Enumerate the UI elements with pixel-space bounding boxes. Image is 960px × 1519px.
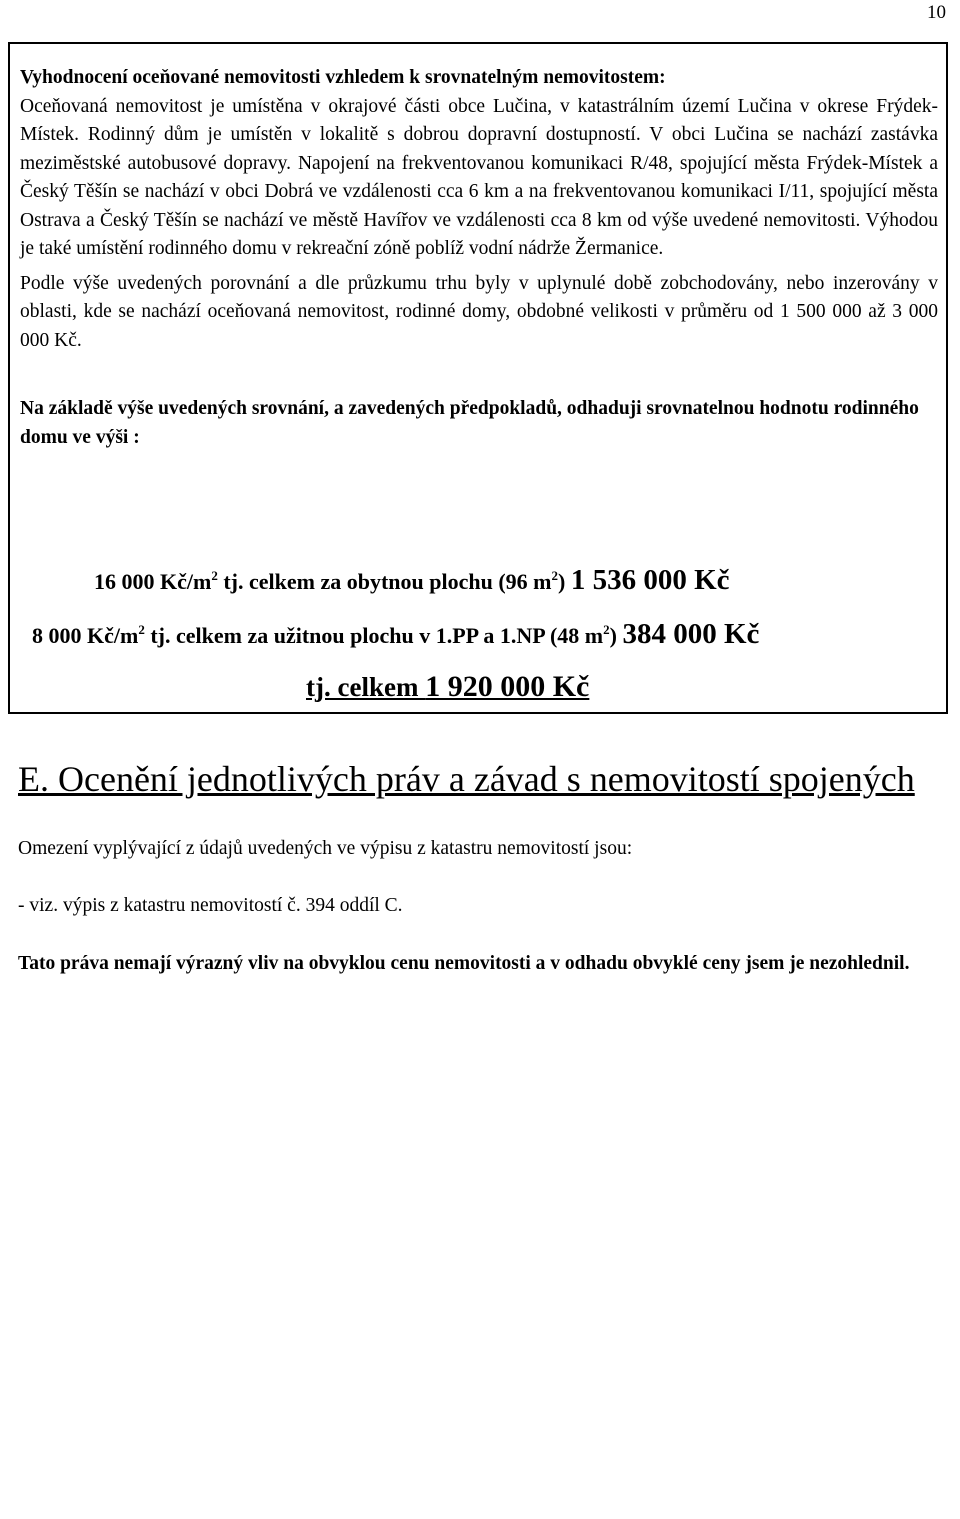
evaluation-conclusion: Na základě výše uvedených srovnání, a zavedených předpokladů, odhaduji srovnatelnou hodnotu rodinného domu ve výši :: [20, 398, 919, 448]
price-total-label: tj. celkem: [306, 672, 426, 702]
section-e-heading: E. Ocenění jednotlivých práv a závad s nemovitostí spojených: [18, 759, 915, 799]
page-number: 10: [927, 2, 946, 23]
price-living-value: 1 536 000 Kč: [570, 564, 730, 596]
restrictions-conclusion: Tato práva nemají výrazný vliv na obvyklou cenu nemovitosti a v odhadu obvyklé ceny jsem je nezohlednil.: [18, 953, 910, 974]
price-utility-unit: 8 000 Kč/m: [32, 623, 139, 648]
price-utility-area: 8 000 $Kč/m^2$ tj. celkem za užitnou plochu v 1.PP a 1.NP (48 $m^2$) 384 000 Kč: [32, 618, 760, 650]
price-utility-value: 384 000 Kč: [622, 618, 760, 650]
restrictions-intro: Omezení vyplývající z údajů uvedených ve výpisu z katastru nemovitostí jsou:: [18, 838, 633, 859]
price-living-text: tj. celkem za obytnou plochu (96 m: [217, 569, 552, 594]
evaluation-paragraph-location: Oceňovaná nemovitost je umístěna v okrajové části obce Lučina, v katastrálním území Lučina v okrese Frýdek-Místek. Rodinný dům je umístěn v lokalitě s dobrou dopravní dostupností. V obci Lučina se nachází zastávka meziměstské autobusové dopravy. Napojení na frekventovanou komunikaci R/48, spojující města Frýdek-Místek a Český Těšín se nachází v obci Dobrá ve vzdálenosti cca 6 km a na frekventovanou komunikaci I/11, spojující města Ostrava a Český Těšín se nachází ve městě Havířov ve vzdálenosti cca 8 km od výše uvedené nemovitosti. Výhodou je také umístění rodinného domu v rekreační zóně poblíž vodní nádrže Žermanice.: [20, 95, 938, 259]
price-total: [306, 670, 589, 704]
price-living-unit: 16 000 Kč/m: [94, 569, 212, 594]
evaluation-paragraph-market: Podle výše uvedených porovnání a dle průzkumu trhu byly v uplynulé době zobchodovány, nebo inzerovány v oblasti, kde se nachází oceňovaná nemovitost, rodinné domy, obdobné velikosti v průměru od 1 500 000 až 3 000 000 Kč.: [20, 272, 938, 351]
price-utility-text: tj. celkem za užitnou plochu v 1.PP a 1.NP (48 m: [144, 623, 604, 648]
evaluation-heading: Vyhodnocení oceňované nemovitosti vzhledem k srovnatelným nemovitostem:: [20, 67, 666, 88]
price-total-value: 1 920 000 Kč: [425, 670, 590, 703]
evaluation-box: [8, 42, 948, 714]
evaluation-content: [20, 64, 938, 472]
restrictions-reference: - viz. výpis z katastru nemovitostí č. 394 oddíl C.: [18, 895, 403, 916]
price-living-area: 16 000 $Kč/m^2$ tj. celkem za obytnou plochu (96 $m^2$) 1 536 000 Kč: [94, 564, 730, 596]
